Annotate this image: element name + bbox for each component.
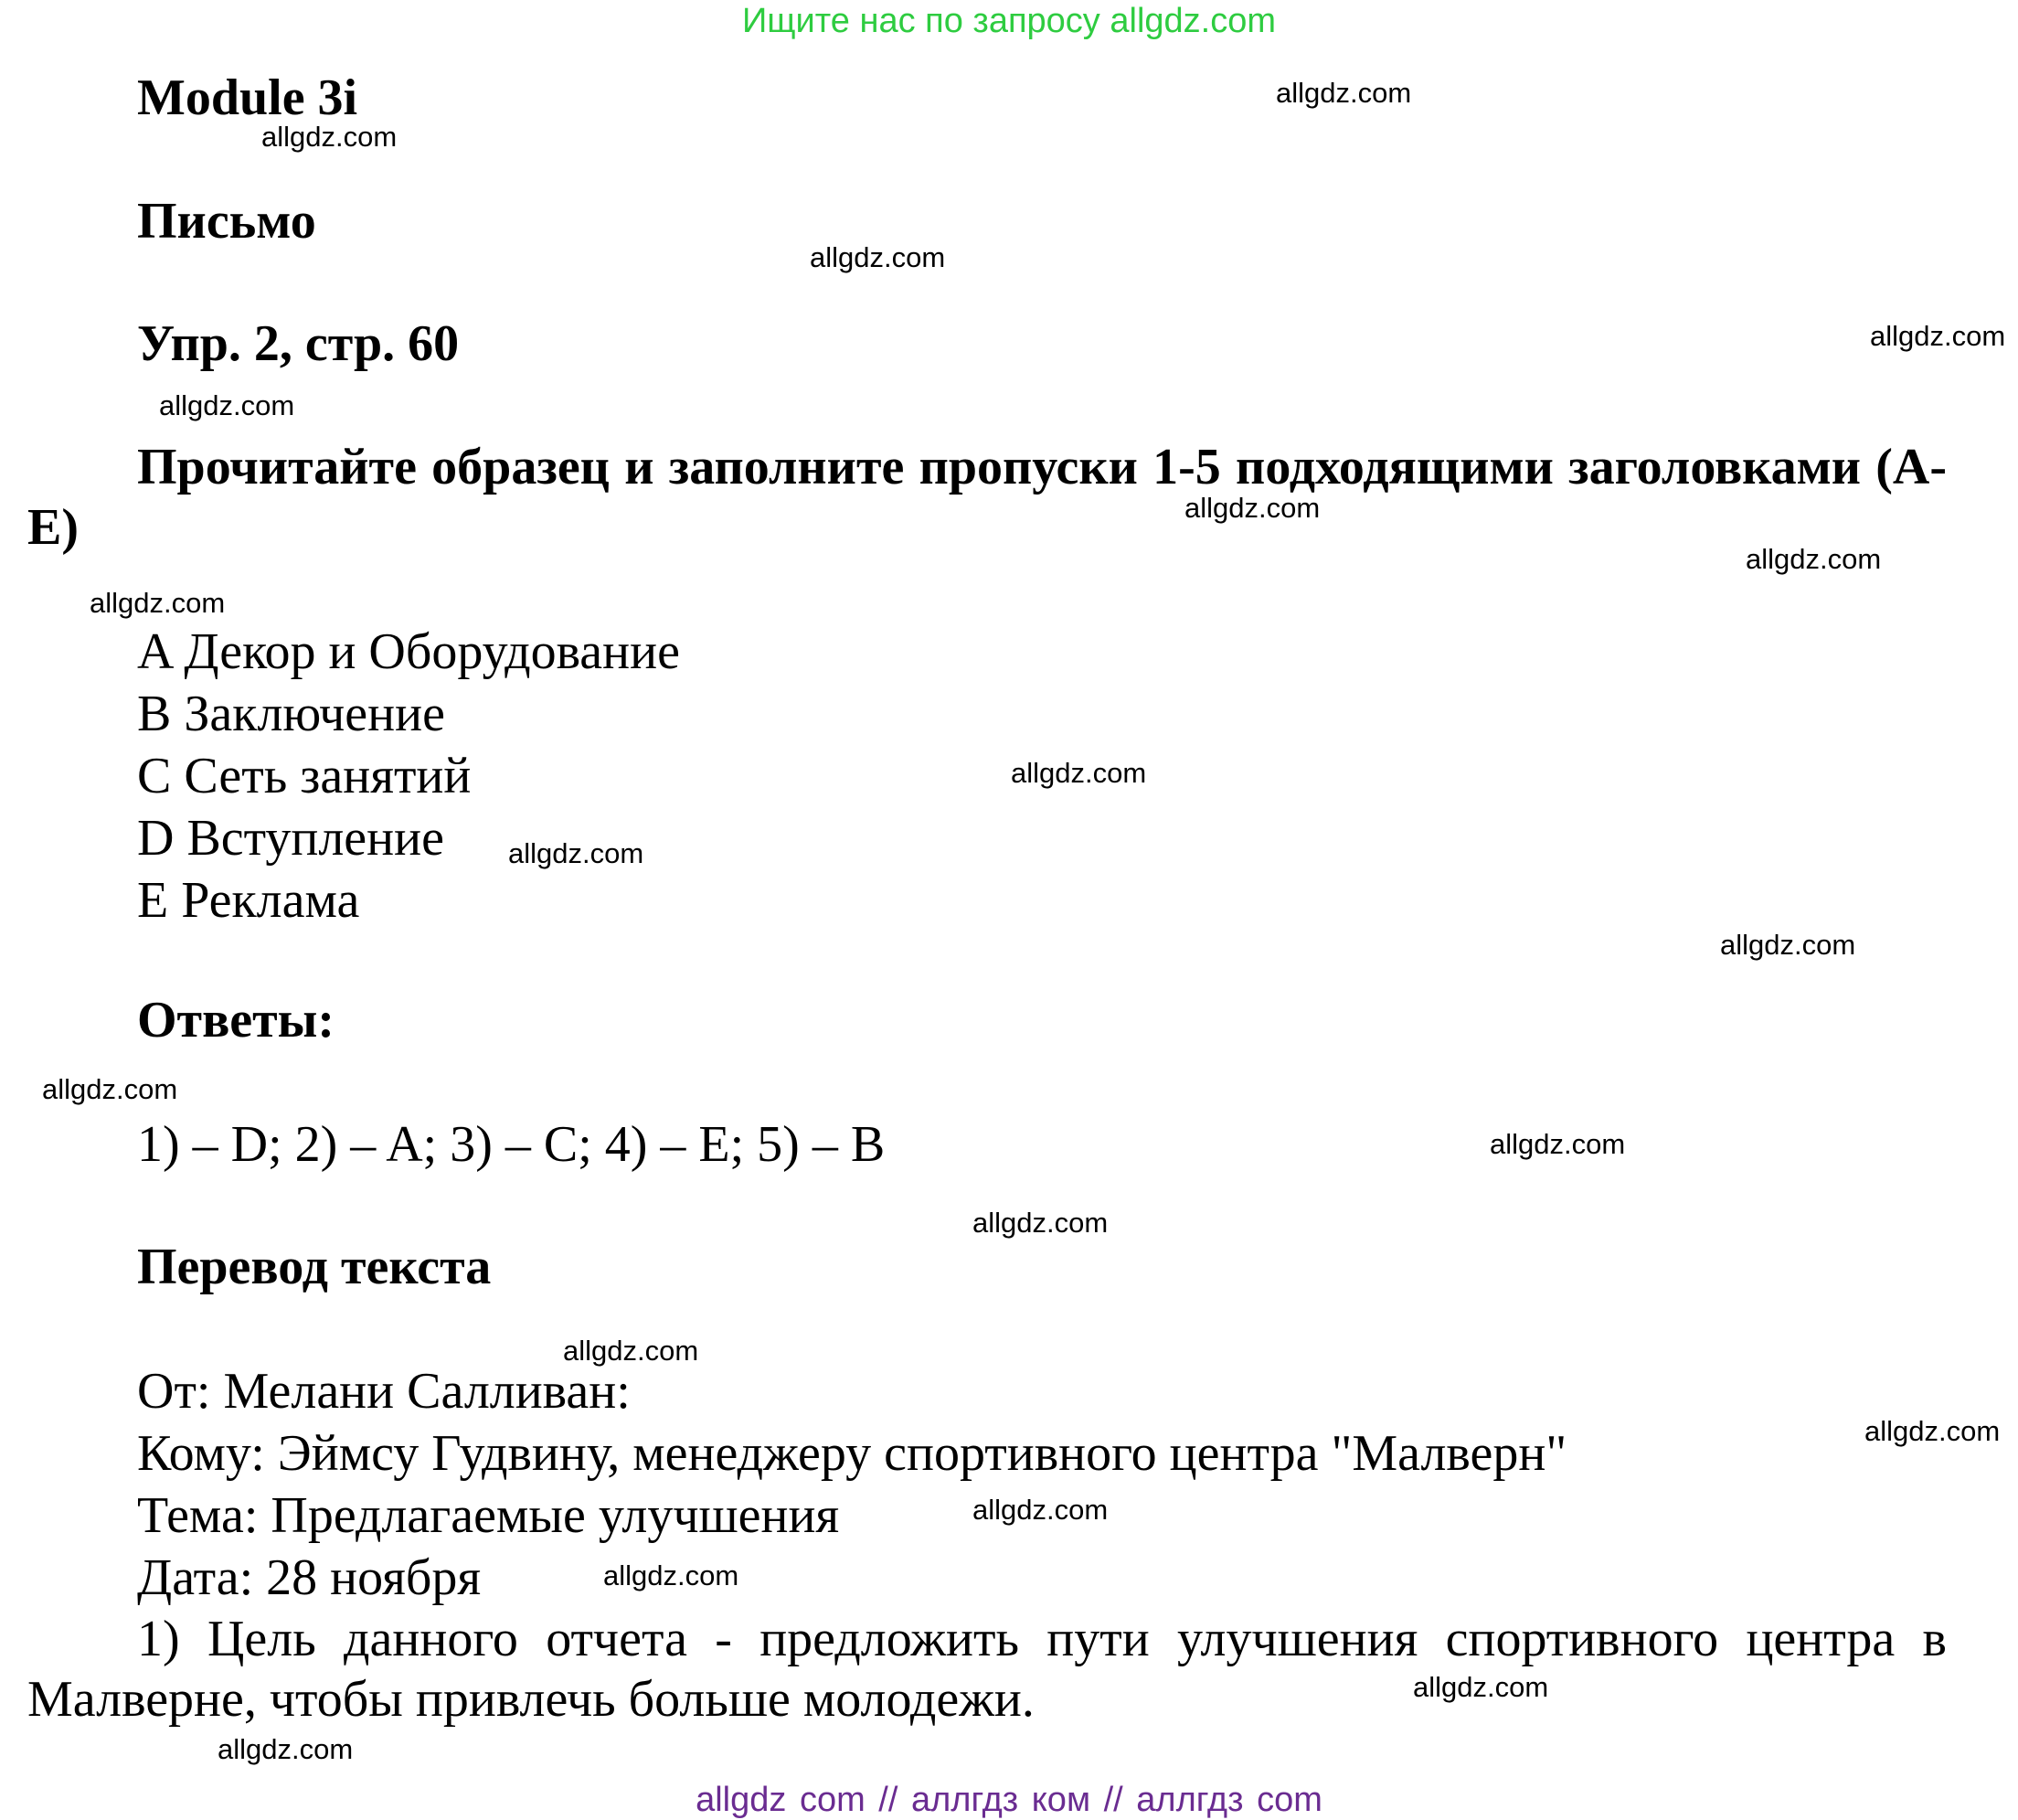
memo-date: Дата: 28 ноября: [137, 1549, 482, 1606]
watermark: allgdz.com: [1720, 929, 1856, 961]
exercise-ref: Упр. 2, стр. 60: [137, 315, 460, 372]
watermark: allgdz.com: [1746, 543, 1882, 575]
watermark: allgdz.com: [218, 1733, 354, 1765]
watermark: allgdz.com: [972, 1207, 1109, 1239]
watermark: allgdz.com: [90, 587, 226, 619]
watermark: allgdz.com: [1184, 492, 1321, 524]
watermark: allgdz.com: [563, 1335, 699, 1367]
watermark: allgdz.com: [42, 1073, 178, 1105]
option-a: A Декор и Оборудование: [137, 623, 680, 680]
watermark: allgdz.com: [1870, 320, 2006, 352]
memo-from: От: Мелани Салливан:: [137, 1363, 631, 1420]
watermark: allgdz.com: [1011, 757, 1147, 789]
watermark: allgdz.com: [159, 389, 295, 421]
watermark: allgdz.com: [972, 1494, 1109, 1526]
answers-line: 1) – D; 2) – A; 3) – C; 4) – E; 5) – B: [137, 1116, 886, 1173]
option-b: B Заключение: [137, 686, 445, 742]
watermark: allgdz.com: [508, 837, 644, 869]
task-instruction: Прочитайте образец и заполните пропуски 1-5 подходящими заголовками (A-E): [27, 439, 1947, 556]
watermark: allgdz.com: [603, 1559, 739, 1591]
option-e: E Реклама: [137, 872, 360, 929]
memo-paragraph-1: 1) Цель данного отчета - предложить пути улучшения спортивного центра в Малверне, чтобы привлечь больше молодежи.: [27, 1611, 1947, 1728]
option-c: C Сеть занятий: [137, 748, 472, 804]
translation-heading: Перевод текста: [137, 1239, 492, 1295]
top-banner[interactable]: Ищите нас по запросу allgdz.com: [741, 2, 1276, 40]
watermark: allgdz.com: [261, 121, 398, 153]
watermark: allgdz.com: [1490, 1128, 1626, 1160]
memo-to: Кому: Эймсу Гудвину, менеджеру спортивного центра "Малверн": [137, 1425, 1567, 1482]
option-d: D Вступление: [137, 810, 444, 867]
watermark: allgdz.com: [1276, 77, 1412, 109]
watermark: allgdz.com: [810, 241, 946, 273]
watermark: allgdz.com: [1864, 1415, 2001, 1447]
memo-subject: Тема: Предлагаемые улучшения: [137, 1487, 840, 1544]
answers-heading: Ответы:: [137, 992, 335, 1048]
watermark: allgdz.com: [1413, 1671, 1549, 1703]
bottom-banner[interactable]: allgdz com // аллгдз ком // аллгдз com: [696, 1781, 1322, 1819]
module-title: Module 3i: [137, 69, 358, 126]
section-title: Письмо: [137, 193, 316, 250]
